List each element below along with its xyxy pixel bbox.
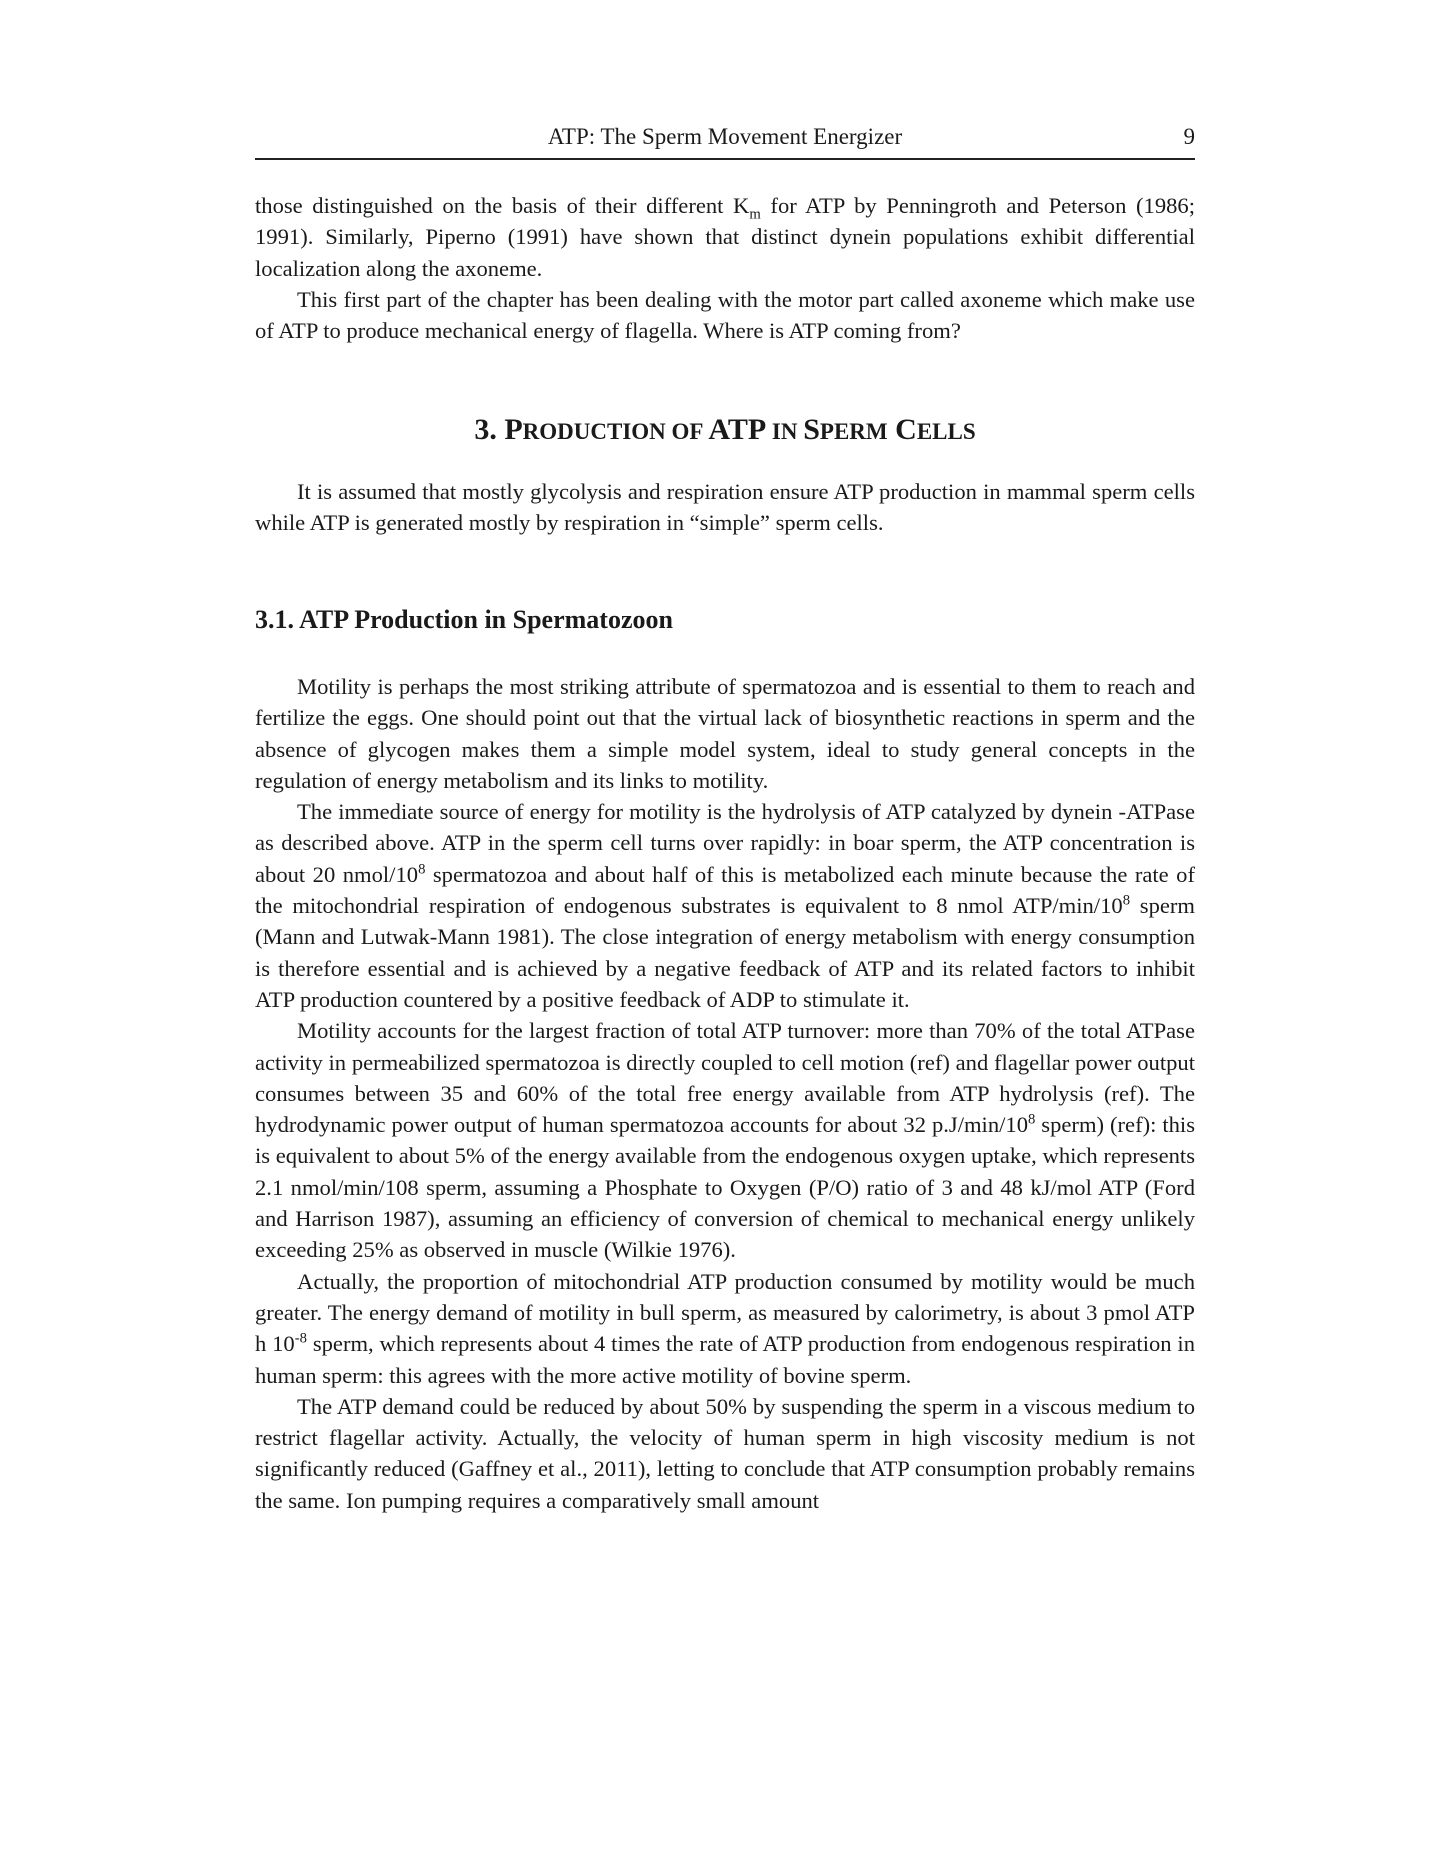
heading-text: OF	[665, 419, 709, 444]
paragraph: This first part of the chapter has been dealing with the motor part called axoneme which make use of ATP to produce mechanical energy of flagella. Where is ATP coming from?	[255, 286, 1195, 344]
text-run: those distinguished on the basis of their different K	[255, 193, 750, 218]
section-heading	[255, 412, 1195, 450]
heading-text: PERM	[819, 419, 888, 444]
heading-text: C	[887, 413, 917, 446]
heading-text: P	[504, 413, 523, 446]
subsection-text-block	[255, 671, 1195, 1516]
text-run: The immediate source of energy for motility is the hydrolysis of ATP catalyzed by dynein -ATPase as described above. ATP in the sperm cell turns over rapidly: in boar sperm, the ATP concentration is about 20 nmol/10	[255, 799, 1195, 887]
running-header	[255, 124, 1195, 160]
subscript: m	[749, 206, 761, 223]
page-number: 9	[1183, 124, 1195, 149]
paragraph: Motility is perhaps the most striking attribute of spermatozoa and is essential to them to reach and fertilize the eggs. One should point out that the virtual lack of biosynthetic reactions in sperm and the absence of glycogen makes them a simple model system, ideal to study general concepts in the regulation of energy metabolism and its links to motility.	[255, 674, 1195, 793]
subsection-heading: 3.1. ATP Production in Spermatozoon	[255, 605, 673, 634]
text-run: Actually, the proportion of mitochondrial ATP production consumed by motility would be much greater. The energy demand of motility in bull sperm, as measured by calorimetry, is about 3 pmol ATP h 10	[255, 1268, 1195, 1357]
text-run: spermatozoa and about half of this is metabolized each minute because the rate of the mitochondrial respiration of endogenous substrates is equivalent to 8 nmol ATP/min/10	[255, 861, 1195, 919]
superscript: -8	[294, 1330, 307, 1347]
paragraph	[255, 1266, 1195, 1391]
paragraph: The ATP demand could be reduced by about 50% by suspending the sperm in a viscous medium to restrict flagellar activity. Actually, the velocity of human sperm in high viscosity medium is not significantly reduced (Gaffney et al., 2011), letting to conclude that ATP consumption probably remains the same. Ion pumping requires a comparatively small amount	[255, 1393, 1195, 1513]
heading-text: IN	[766, 419, 804, 444]
heading-text: S	[803, 413, 820, 446]
section-intro-block	[255, 476, 1195, 539]
text-run: sperm (Mann and Lutwak-Mann 1981). The close integration of energy metabolism with energy consumption is therefore essential and is achieved by a negative feedback of ATP and its related factors to inhibit ATP production countered by a positive feedback of ADP to stimulate it.	[255, 893, 1195, 1012]
superscript: 8	[1122, 892, 1131, 909]
running-title: ATP: The Sperm Movement Energizer	[547, 124, 903, 149]
heading-number: 3.	[474, 413, 505, 446]
paragraph	[255, 1015, 1195, 1265]
text-run: Motility accounts for the largest fraction of total ATP turnover: more than 70% of the total ATPase activity in permeabilized spermatozoa is directly coupled to cell motion (ref) and flagellar power output consumes between 35 and 60% of the total free energy available from ATP hydrolysis (ref). The hydrodynamic power output of human spermatozoa accounts for about 32 p.J/min/10	[255, 1018, 1195, 1138]
text-run: sperm, which represents about 4 times the rate of ATP production from endogenous respiration in human sperm: this agrees with the more active motility of bovine sperm.	[255, 1331, 1195, 1388]
heading-text: ATP	[708, 413, 767, 446]
paragraph	[255, 190, 1195, 284]
paragraph	[255, 796, 1195, 1015]
superscript: 8	[1028, 1111, 1036, 1128]
text-run: for ATP by Penningroth and Peterson (1986; 1991). Similarly, Piperno (1991) have shown that distinct dynein populations exhibit differential localization along the axoneme.	[255, 193, 1195, 281]
heading-text: RODUCTION	[522, 419, 666, 444]
superscript: 8	[418, 861, 426, 878]
paragraph: It is assumed that mostly glycolysis and respiration ensure ATP production in mammal sperm cells while ATP is generated mostly by respiration in “simple” sperm cells.	[255, 479, 1195, 536]
heading-text: ELLS	[916, 419, 976, 444]
intro-text-block	[255, 190, 1195, 346]
text-run: sperm) (ref): this is equivalent to about 5% of the energy available from the endogenous oxygen uptake, which represents 2.1 nmol/min/108 sperm, assuming a Phosphate to Oxygen (P/O) ratio of 3 and 48 kJ/mol ATP (Ford and Harrison 1987), assuming an efficiency of conversion of chemical to mechanical energy unlikely exceeding 25% as observed in muscle (Wilkie 1976).	[255, 1112, 1196, 1263]
